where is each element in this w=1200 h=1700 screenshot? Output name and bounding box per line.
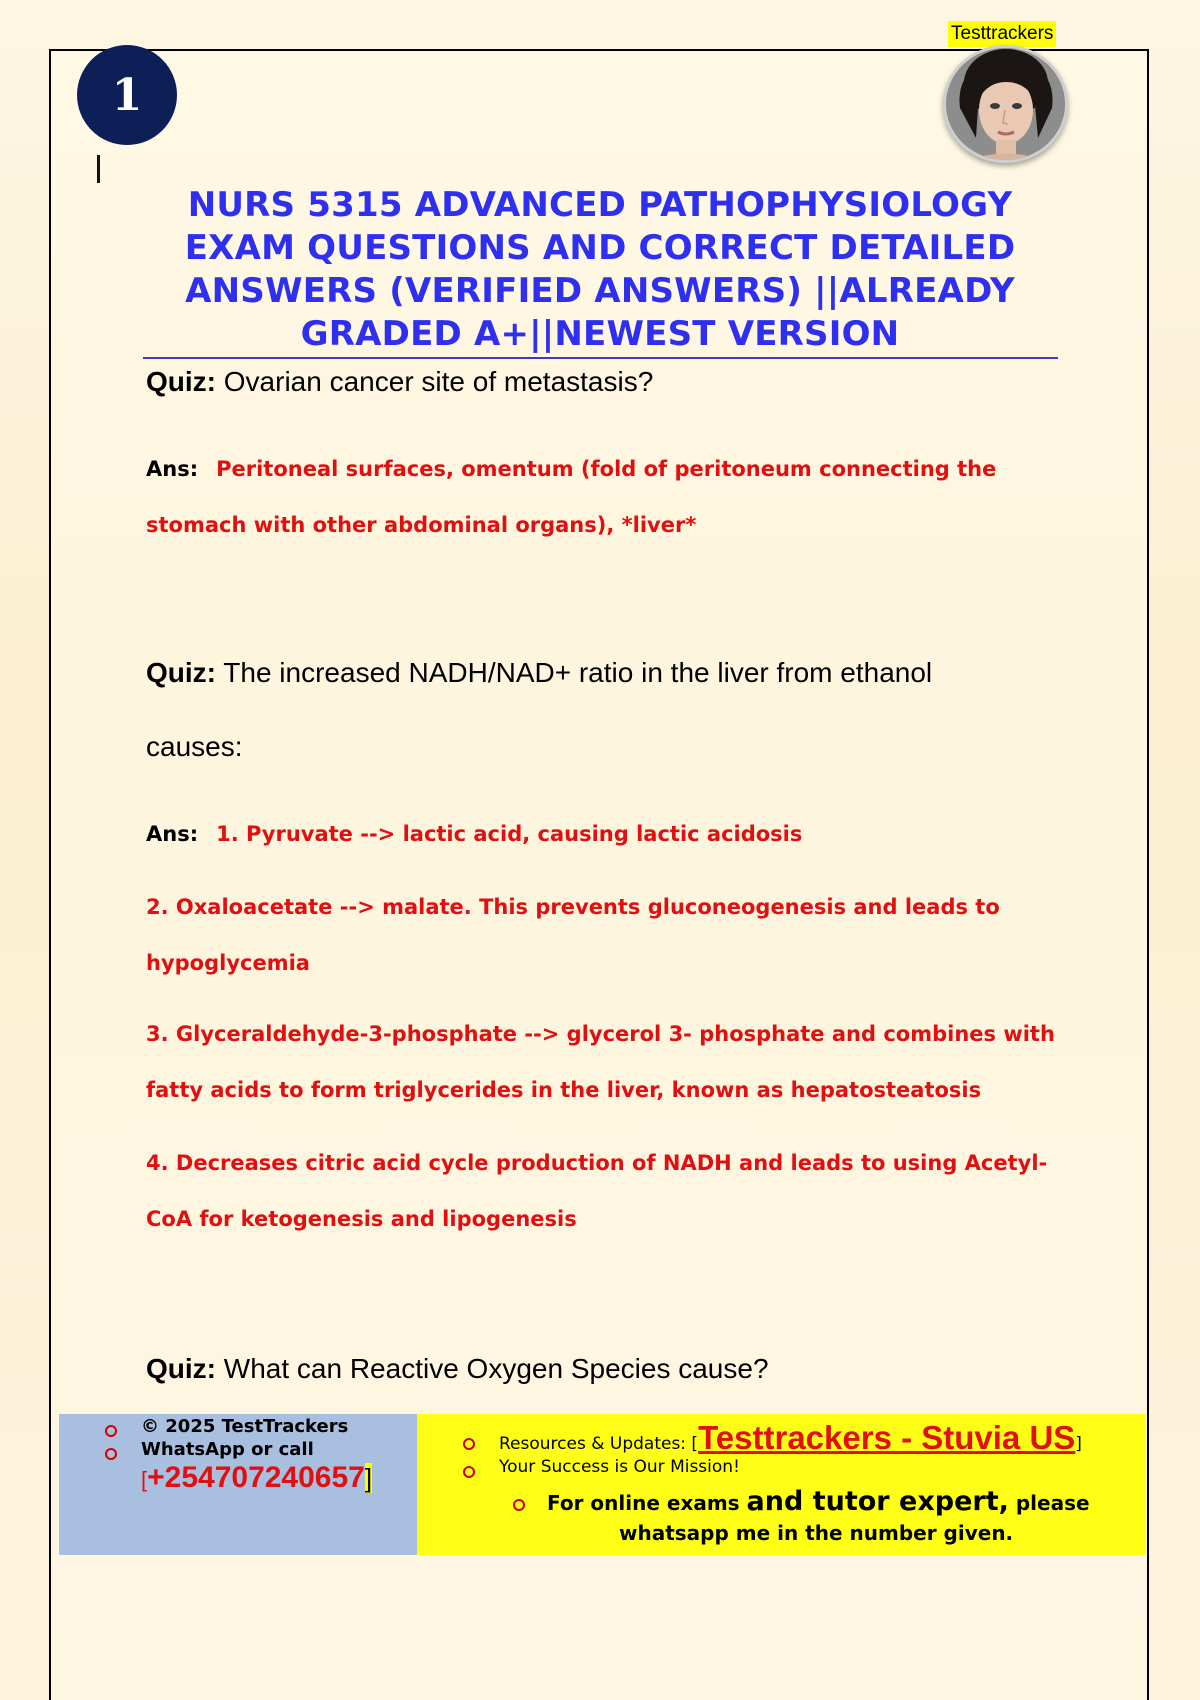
mission-text: Your Success is Our Mission! xyxy=(499,1457,740,1477)
copyright-text: © 2025 TestTrackers xyxy=(141,1416,349,1437)
question-text: Ovarian cancer site of metastasis? xyxy=(223,366,654,397)
question-text: The increased NADH/NAD+ ratio in the liver from ethanol xyxy=(223,657,933,688)
stuvia-link[interactable]: Testtrackers - Stuvia US xyxy=(698,1419,1076,1456)
bullet-icon xyxy=(463,1438,475,1450)
page-number-badge: 1 xyxy=(77,45,177,145)
question-text: What can Reactive Oxygen Species cause? xyxy=(223,1353,769,1384)
watermark-label: Testtrackers xyxy=(948,21,1056,47)
answer-text: 1. Pyruvate --> lactic acid, causing lactic acidosis xyxy=(216,822,803,846)
question-label: Quiz: xyxy=(146,366,216,397)
question-label: Quiz: xyxy=(146,657,216,688)
answer-2-line-1 xyxy=(146,822,802,846)
answer-text: Peritoneal surfaces, omentum (fold of peritoneum connecting the xyxy=(216,457,997,481)
promo-part-1: For online exams xyxy=(547,1491,740,1515)
resources-label: Resources & Updates: [ xyxy=(499,1434,699,1454)
promo-line-2: whatsapp me in the number given. xyxy=(619,1521,1014,1545)
bracket-open: [ xyxy=(141,1467,148,1492)
answer-label: Ans: xyxy=(146,822,199,846)
bullet-icon xyxy=(513,1499,525,1511)
footer-promo-panel xyxy=(417,1414,1146,1555)
bullet-icon xyxy=(463,1466,475,1478)
avatar-portrait-icon xyxy=(946,48,1066,161)
answer-2-line-6: 4. Decreases citric acid cycle production of NADH and leads to using Acetyl- xyxy=(146,1151,1048,1175)
question-1 xyxy=(146,345,653,419)
bracket-close: ] xyxy=(364,1463,373,1493)
document-title: NURS 5315 ADVANCED PATHOPHYSIOLOGY EXAM QUESTIONS AND CORRECT DETAILED ANSWERS (VERIFIED ANSWERS) ||ALREADY GRADED A+||NEWEST VERSION xyxy=(184,185,1016,354)
text-cursor xyxy=(97,155,100,183)
answer-1-line-2: stomach with other abdominal organs), *liver* xyxy=(146,513,697,537)
bullet-icon xyxy=(105,1425,117,1437)
resources-close: ] xyxy=(1075,1434,1082,1454)
answer-2-line-3: hypoglycemia xyxy=(146,951,310,975)
promo-line-1 xyxy=(547,1485,1090,1520)
phone-number[interactable] xyxy=(141,1461,372,1495)
footer-banner xyxy=(59,1414,1146,1555)
question-label: Quiz: xyxy=(146,1353,216,1384)
author-avatar xyxy=(943,45,1068,163)
promo-part-3: please xyxy=(1015,1491,1090,1515)
answer-1-line-1 xyxy=(146,457,996,481)
question-2-continued: causes: xyxy=(146,731,243,762)
promo-part-2: and tutor expert, xyxy=(746,1486,1009,1517)
question-2 xyxy=(146,636,932,710)
answer-2-line-2: 2. Oxaloacetate --> malate. This prevents gluconeogenesis and leads to xyxy=(146,895,1000,919)
footer-contact-panel xyxy=(59,1414,417,1555)
bullet-icon xyxy=(105,1448,117,1460)
whatsapp-label: WhatsApp or call xyxy=(141,1439,314,1460)
answer-2-line-5: fatty acids to form triglycerides in the liver, known as hepatosteatosis xyxy=(146,1078,982,1102)
answer-2-line-7: CoA for ketogenesis and lipogenesis xyxy=(146,1207,577,1231)
answer-2-line-4: 3. Glyceraldehyde-3-phosphate --> glycerol 3- phosphate and combines with xyxy=(146,1022,1055,1046)
phone-value: +254707240657 xyxy=(147,1461,365,1494)
question-3 xyxy=(146,1332,769,1406)
answer-label: Ans: xyxy=(146,457,199,481)
